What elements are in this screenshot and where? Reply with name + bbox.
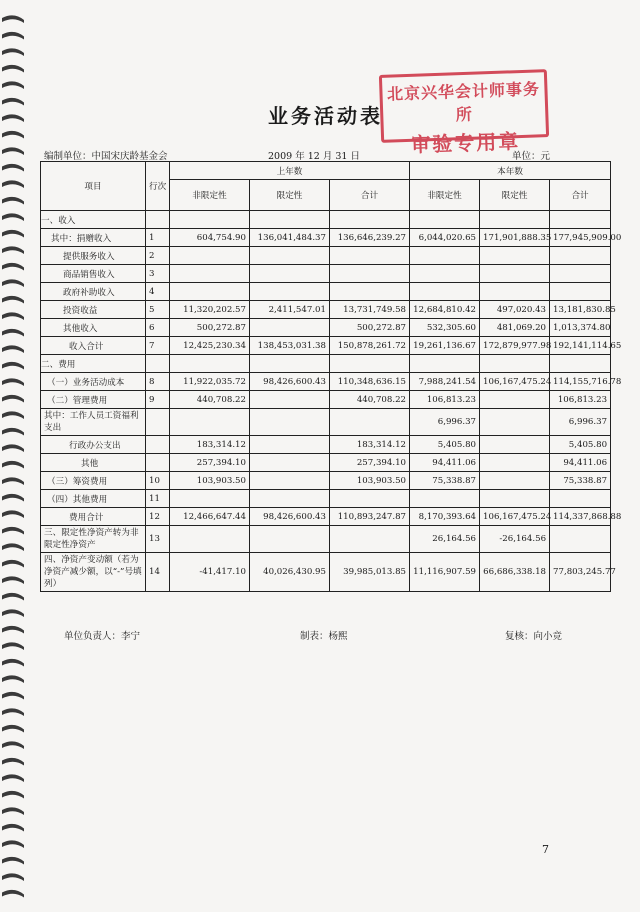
cell-prev-unrestricted: 440,708.22 bbox=[170, 391, 250, 409]
spiral-ring bbox=[2, 890, 24, 898]
row-line-number bbox=[146, 454, 170, 472]
cell-prev-restricted: 40,026,430.95 bbox=[250, 553, 330, 592]
cell-curr-total: 75,338.87 bbox=[550, 472, 611, 490]
cell-prev-restricted bbox=[250, 454, 330, 472]
report-date: 2009 年 12 月 31 日 bbox=[268, 151, 360, 162]
currency-unit: 单位：元 bbox=[512, 151, 551, 162]
cell-prev-unrestricted bbox=[170, 247, 250, 265]
cell-prev-restricted bbox=[250, 391, 330, 409]
spiral-ring bbox=[2, 527, 24, 535]
row-item-label: （三）筹资费用 bbox=[41, 472, 146, 490]
spiral-ring bbox=[2, 147, 24, 155]
cell-prev-unrestricted: 103,903.50 bbox=[170, 472, 250, 490]
spiral-ring bbox=[2, 510, 24, 518]
cell-curr-unrestricted: 94,411.06 bbox=[410, 454, 480, 472]
spiral-ring bbox=[2, 378, 24, 386]
cell-curr-unrestricted bbox=[410, 355, 480, 373]
table-row bbox=[41, 409, 611, 436]
cell-curr-unrestricted: 12,684,810.42 bbox=[410, 301, 480, 319]
cell-curr-restricted bbox=[480, 472, 550, 490]
spiral-ring bbox=[2, 873, 24, 881]
cell-prev-unrestricted: 604,754.90 bbox=[170, 229, 250, 247]
spiral-ring bbox=[2, 477, 24, 485]
cell-curr-restricted: 171,901,888.35 bbox=[480, 229, 550, 247]
row-line-number: 1 bbox=[146, 229, 170, 247]
cell-curr-unrestricted bbox=[410, 247, 480, 265]
cell-prev-total bbox=[330, 283, 410, 301]
cell-prev-total: 13,731,749.58 bbox=[330, 301, 410, 319]
cell-curr-unrestricted: 19,261,136.67 bbox=[410, 337, 480, 355]
cell-curr-total: 5,405.80 bbox=[550, 436, 611, 454]
spiral-ring bbox=[2, 626, 24, 634]
cell-curr-restricted: 481,069.20 bbox=[480, 319, 550, 337]
spiral-ring bbox=[2, 791, 24, 799]
header-prev-total: 合计 bbox=[330, 180, 410, 211]
row-item-label: （一）业务活动成本 bbox=[41, 373, 146, 391]
row-line-number bbox=[146, 409, 170, 436]
cell-prev-restricted bbox=[250, 472, 330, 490]
spiral-ring bbox=[2, 345, 24, 353]
row-line-number: 13 bbox=[146, 526, 170, 553]
cell-curr-restricted bbox=[480, 409, 550, 436]
spiral-ring bbox=[2, 279, 24, 287]
header-prev-restricted: 限定性 bbox=[250, 180, 330, 211]
cell-curr-total bbox=[550, 265, 611, 283]
cell-curr-total bbox=[550, 211, 611, 229]
cell-prev-total: 183,314.12 bbox=[330, 436, 410, 454]
table-row bbox=[41, 391, 611, 409]
spiral-ring bbox=[2, 180, 24, 188]
spiral-ring bbox=[2, 164, 24, 172]
cell-prev-total bbox=[330, 247, 410, 265]
header-prev-unrestricted: 非限定性 bbox=[170, 180, 250, 211]
spiral-ring bbox=[2, 230, 24, 238]
cell-curr-restricted bbox=[480, 355, 550, 373]
cell-prev-total bbox=[330, 409, 410, 436]
table-row bbox=[41, 490, 611, 508]
cell-curr-total bbox=[550, 247, 611, 265]
spiral-ring bbox=[2, 263, 24, 271]
spiral-ring bbox=[2, 494, 24, 502]
cell-curr-total: 177,945,909.00 bbox=[550, 229, 611, 247]
row-line-number: 2 bbox=[146, 247, 170, 265]
header-item: 项目 bbox=[41, 162, 146, 211]
cell-prev-total: 103,903.50 bbox=[330, 472, 410, 490]
row-item-label: 一、收入 bbox=[41, 211, 146, 229]
cell-curr-restricted: 66,686,338.18 bbox=[480, 553, 550, 592]
cell-prev-restricted bbox=[250, 265, 330, 283]
header-curr-unrestricted: 非限定性 bbox=[410, 180, 480, 211]
cell-curr-total bbox=[550, 490, 611, 508]
row-item-label: 收入合计 bbox=[41, 337, 146, 355]
spiral-ring bbox=[2, 81, 24, 89]
row-item-label: 提供服务收入 bbox=[41, 247, 146, 265]
cell-prev-restricted bbox=[250, 355, 330, 373]
cell-prev-restricted bbox=[250, 283, 330, 301]
cell-prev-restricted bbox=[250, 319, 330, 337]
header-curr-total: 合计 bbox=[550, 180, 611, 211]
cell-curr-unrestricted: 8,170,393.64 bbox=[410, 508, 480, 526]
spiral-ring bbox=[2, 32, 24, 40]
cell-prev-unrestricted bbox=[170, 265, 250, 283]
cell-curr-restricted: -26,164.56 bbox=[480, 526, 550, 553]
spiral-ring bbox=[2, 312, 24, 320]
cell-curr-unrestricted bbox=[410, 211, 480, 229]
cell-curr-unrestricted bbox=[410, 283, 480, 301]
spiral-ring bbox=[2, 131, 24, 139]
row-item-label: （四）其他费用 bbox=[41, 490, 146, 508]
cell-prev-total bbox=[330, 211, 410, 229]
spiral-ring bbox=[2, 15, 24, 23]
cell-prev-restricted bbox=[250, 247, 330, 265]
row-item-label: 投资收益 bbox=[41, 301, 146, 319]
header-curr-restricted: 限定性 bbox=[480, 180, 550, 211]
spiral-ring bbox=[2, 725, 24, 733]
cell-curr-unrestricted: 106,813.23 bbox=[410, 391, 480, 409]
cell-curr-restricted: 106,167,475.24 bbox=[480, 373, 550, 391]
cell-prev-unrestricted: 12,425,230.34 bbox=[170, 337, 250, 355]
cell-prev-total: 136,646,239.27 bbox=[330, 229, 410, 247]
cell-prev-unrestricted bbox=[170, 526, 250, 553]
cell-curr-total: 94,411.06 bbox=[550, 454, 611, 472]
row-item-label: 四、净资产变动额（若为净资产减少额，以“-”号填列） bbox=[41, 553, 146, 592]
row-line-number: 7 bbox=[146, 337, 170, 355]
row-item-label: 政府补助收入 bbox=[41, 283, 146, 301]
cell-prev-total: 39,985,013.85 bbox=[330, 553, 410, 592]
cell-prev-unrestricted: 183,314.12 bbox=[170, 436, 250, 454]
cell-prev-total: 440,708.22 bbox=[330, 391, 410, 409]
spiral-ring bbox=[2, 675, 24, 683]
row-line-number: 3 bbox=[146, 265, 170, 283]
cell-curr-total: 106,813.23 bbox=[550, 391, 611, 409]
cell-prev-total: 500,272.87 bbox=[330, 319, 410, 337]
spiral-ring bbox=[2, 362, 24, 370]
cell-curr-restricted bbox=[480, 391, 550, 409]
document-title: 业务活动表 bbox=[268, 104, 383, 128]
table-row bbox=[41, 526, 611, 553]
spiral-ring bbox=[2, 411, 24, 419]
cell-prev-restricted: 136,041,484.37 bbox=[250, 229, 330, 247]
table-row bbox=[41, 301, 611, 319]
row-line-number: 6 bbox=[146, 319, 170, 337]
cell-curr-restricted bbox=[480, 283, 550, 301]
cell-curr-unrestricted: 5,405.80 bbox=[410, 436, 480, 454]
row-item-label: 其他收入 bbox=[41, 319, 146, 337]
seal-line-2: 审验专用章 bbox=[409, 129, 521, 157]
spiral-ring bbox=[2, 296, 24, 304]
cell-prev-total: 257,394.10 bbox=[330, 454, 410, 472]
row-item-label: 行政办公支出 bbox=[41, 436, 146, 454]
spiral-ring bbox=[2, 692, 24, 700]
spiral-ring bbox=[2, 197, 24, 205]
spiral-ring bbox=[2, 98, 24, 106]
cell-curr-total bbox=[550, 283, 611, 301]
cell-prev-restricted bbox=[250, 490, 330, 508]
cell-prev-restricted bbox=[250, 526, 330, 553]
row-line-number: 11 bbox=[146, 490, 170, 508]
spiral-ring bbox=[2, 642, 24, 650]
cell-prev-restricted: 2,411,547.01 bbox=[250, 301, 330, 319]
cell-curr-restricted bbox=[480, 454, 550, 472]
spiral-ring bbox=[2, 560, 24, 568]
seal-line-1: 北京兴华会计师事务所 bbox=[386, 79, 541, 125]
table-row bbox=[41, 355, 611, 373]
spiral-ring bbox=[2, 246, 24, 254]
row-line-number: 4 bbox=[146, 283, 170, 301]
row-item-label: 二、费用 bbox=[41, 355, 146, 373]
cell-curr-unrestricted: 7,988,241.54 bbox=[410, 373, 480, 391]
spiral-ring bbox=[2, 774, 24, 782]
spiral-binding bbox=[0, 0, 30, 912]
cell-curr-unrestricted bbox=[410, 265, 480, 283]
spiral-ring bbox=[2, 609, 24, 617]
cell-prev-restricted bbox=[250, 409, 330, 436]
cell-curr-restricted bbox=[480, 490, 550, 508]
header-curr-year: 本年数 bbox=[410, 162, 611, 180]
cell-curr-restricted bbox=[480, 247, 550, 265]
row-line-number: 14 bbox=[146, 553, 170, 592]
header-line: 行次 bbox=[146, 162, 170, 211]
spiral-ring bbox=[2, 840, 24, 848]
cell-curr-restricted bbox=[480, 211, 550, 229]
cell-curr-unrestricted bbox=[410, 490, 480, 508]
spiral-ring bbox=[2, 395, 24, 403]
cell-prev-unrestricted: 12,466,647.44 bbox=[170, 508, 250, 526]
spiral-ring bbox=[2, 758, 24, 766]
row-line-number bbox=[146, 211, 170, 229]
spiral-ring bbox=[2, 857, 24, 865]
row-item-label: （二）管理费用 bbox=[41, 391, 146, 409]
cell-prev-unrestricted bbox=[170, 211, 250, 229]
cell-prev-total bbox=[330, 265, 410, 283]
spiral-ring bbox=[2, 708, 24, 716]
cell-prev-restricted bbox=[250, 211, 330, 229]
spiral-ring bbox=[2, 824, 24, 832]
footer-reviewer: 复核：向小竞 bbox=[505, 631, 563, 642]
table-row bbox=[41, 436, 611, 454]
cell-curr-unrestricted: 6,996.37 bbox=[410, 409, 480, 436]
cell-prev-unrestricted: 500,272.87 bbox=[170, 319, 250, 337]
cell-prev-unrestricted bbox=[170, 355, 250, 373]
table-row bbox=[41, 283, 611, 301]
cell-curr-restricted bbox=[480, 265, 550, 283]
cell-curr-unrestricted: 75,338.87 bbox=[410, 472, 480, 490]
table-row bbox=[41, 337, 611, 355]
spiral-ring bbox=[2, 576, 24, 584]
table-row bbox=[41, 472, 611, 490]
page-number: 7 bbox=[542, 843, 549, 856]
spiral-ring bbox=[2, 659, 24, 667]
cell-prev-unrestricted: -41,417.10 bbox=[170, 553, 250, 592]
row-item-label: 费用合计 bbox=[41, 508, 146, 526]
cell-prev-total bbox=[330, 490, 410, 508]
header-prev-year: 上年数 bbox=[170, 162, 410, 180]
spiral-ring bbox=[2, 213, 24, 221]
cell-curr-total bbox=[550, 526, 611, 553]
cell-curr-restricted: 497,020.43 bbox=[480, 301, 550, 319]
spiral-ring bbox=[2, 461, 24, 469]
cell-curr-total: 192,141,114.65 bbox=[550, 337, 611, 355]
row-item-label: 三、限定性净资产转为非限定性净资产 bbox=[41, 526, 146, 553]
cell-curr-restricted: 106,167,475.24 bbox=[480, 508, 550, 526]
footer-leader: 单位负责人：李宁 bbox=[64, 631, 141, 642]
cell-prev-unrestricted: 11,320,202.57 bbox=[170, 301, 250, 319]
row-line-number bbox=[146, 436, 170, 454]
cell-curr-unrestricted: 532,305.60 bbox=[410, 319, 480, 337]
row-line-number: 5 bbox=[146, 301, 170, 319]
spiral-ring bbox=[2, 114, 24, 122]
spiral-ring bbox=[2, 543, 24, 551]
table-row bbox=[41, 211, 611, 229]
cell-prev-restricted: 98,426,600.43 bbox=[250, 508, 330, 526]
spiral-ring bbox=[2, 807, 24, 815]
cell-curr-total: 13,181,830.85 bbox=[550, 301, 611, 319]
row-line-number: 10 bbox=[146, 472, 170, 490]
row-line-number: 9 bbox=[146, 391, 170, 409]
spiral-ring bbox=[2, 593, 24, 601]
cell-prev-total: 110,348,636.15 bbox=[330, 373, 410, 391]
cell-prev-unrestricted bbox=[170, 490, 250, 508]
cell-curr-restricted bbox=[480, 436, 550, 454]
cell-prev-total: 150,878,261.72 bbox=[330, 337, 410, 355]
cell-curr-restricted: 172,879,977.98 bbox=[480, 337, 550, 355]
row-line-number: 8 bbox=[146, 373, 170, 391]
spiral-ring bbox=[2, 329, 24, 337]
cell-prev-total bbox=[330, 526, 410, 553]
row-line-number: 12 bbox=[146, 508, 170, 526]
table-row bbox=[41, 319, 611, 337]
activity-statement-table bbox=[40, 161, 622, 592]
cell-prev-unrestricted bbox=[170, 409, 250, 436]
cell-prev-unrestricted bbox=[170, 283, 250, 301]
cell-curr-unrestricted: 11,116,907.59 bbox=[410, 553, 480, 592]
cell-curr-total: 6,996.37 bbox=[550, 409, 611, 436]
cell-prev-total: 110,893,247.87 bbox=[330, 508, 410, 526]
table-row bbox=[41, 247, 611, 265]
footer-preparer: 制表：杨熙 bbox=[300, 631, 348, 642]
spiral-ring bbox=[2, 428, 24, 436]
spiral-ring bbox=[2, 48, 24, 56]
row-item-label: 其中：捐赠收入 bbox=[41, 229, 146, 247]
cell-curr-total: 77,803,245.77 bbox=[550, 553, 611, 592]
cell-prev-restricted: 138,453,031.38 bbox=[250, 337, 330, 355]
spiral-ring bbox=[2, 444, 24, 452]
cell-prev-restricted: 98,426,600.43 bbox=[250, 373, 330, 391]
table-row bbox=[41, 508, 611, 526]
cell-curr-total: 114,155,716.78 bbox=[550, 373, 611, 391]
cell-prev-unrestricted: 11,922,035.72 bbox=[170, 373, 250, 391]
cell-curr-total: 1,013,374.80 bbox=[550, 319, 611, 337]
row-line-number bbox=[146, 355, 170, 373]
cell-curr-total: 114,337,868.88 bbox=[550, 508, 611, 526]
table-row bbox=[41, 553, 611, 592]
cell-curr-unrestricted: 26,164.56 bbox=[410, 526, 480, 553]
cell-curr-unrestricted: 6,044,020.65 bbox=[410, 229, 480, 247]
row-item-label: 其中：工作人员工资福利支出 bbox=[41, 409, 146, 436]
row-item-label: 其他 bbox=[41, 454, 146, 472]
spiral-ring bbox=[2, 741, 24, 749]
row-item-label: 商品销售收入 bbox=[41, 265, 146, 283]
cell-curr-total bbox=[550, 355, 611, 373]
cell-prev-unrestricted: 257,394.10 bbox=[170, 454, 250, 472]
cell-prev-total bbox=[330, 355, 410, 373]
spiral-ring bbox=[2, 65, 24, 73]
table-row bbox=[41, 229, 611, 247]
reporting-unit: 编制单位：中国宋庆龄基金会 bbox=[44, 151, 168, 162]
table-row bbox=[41, 373, 611, 391]
cell-prev-restricted bbox=[250, 436, 330, 454]
table-row bbox=[41, 454, 611, 472]
table-row bbox=[41, 265, 611, 283]
